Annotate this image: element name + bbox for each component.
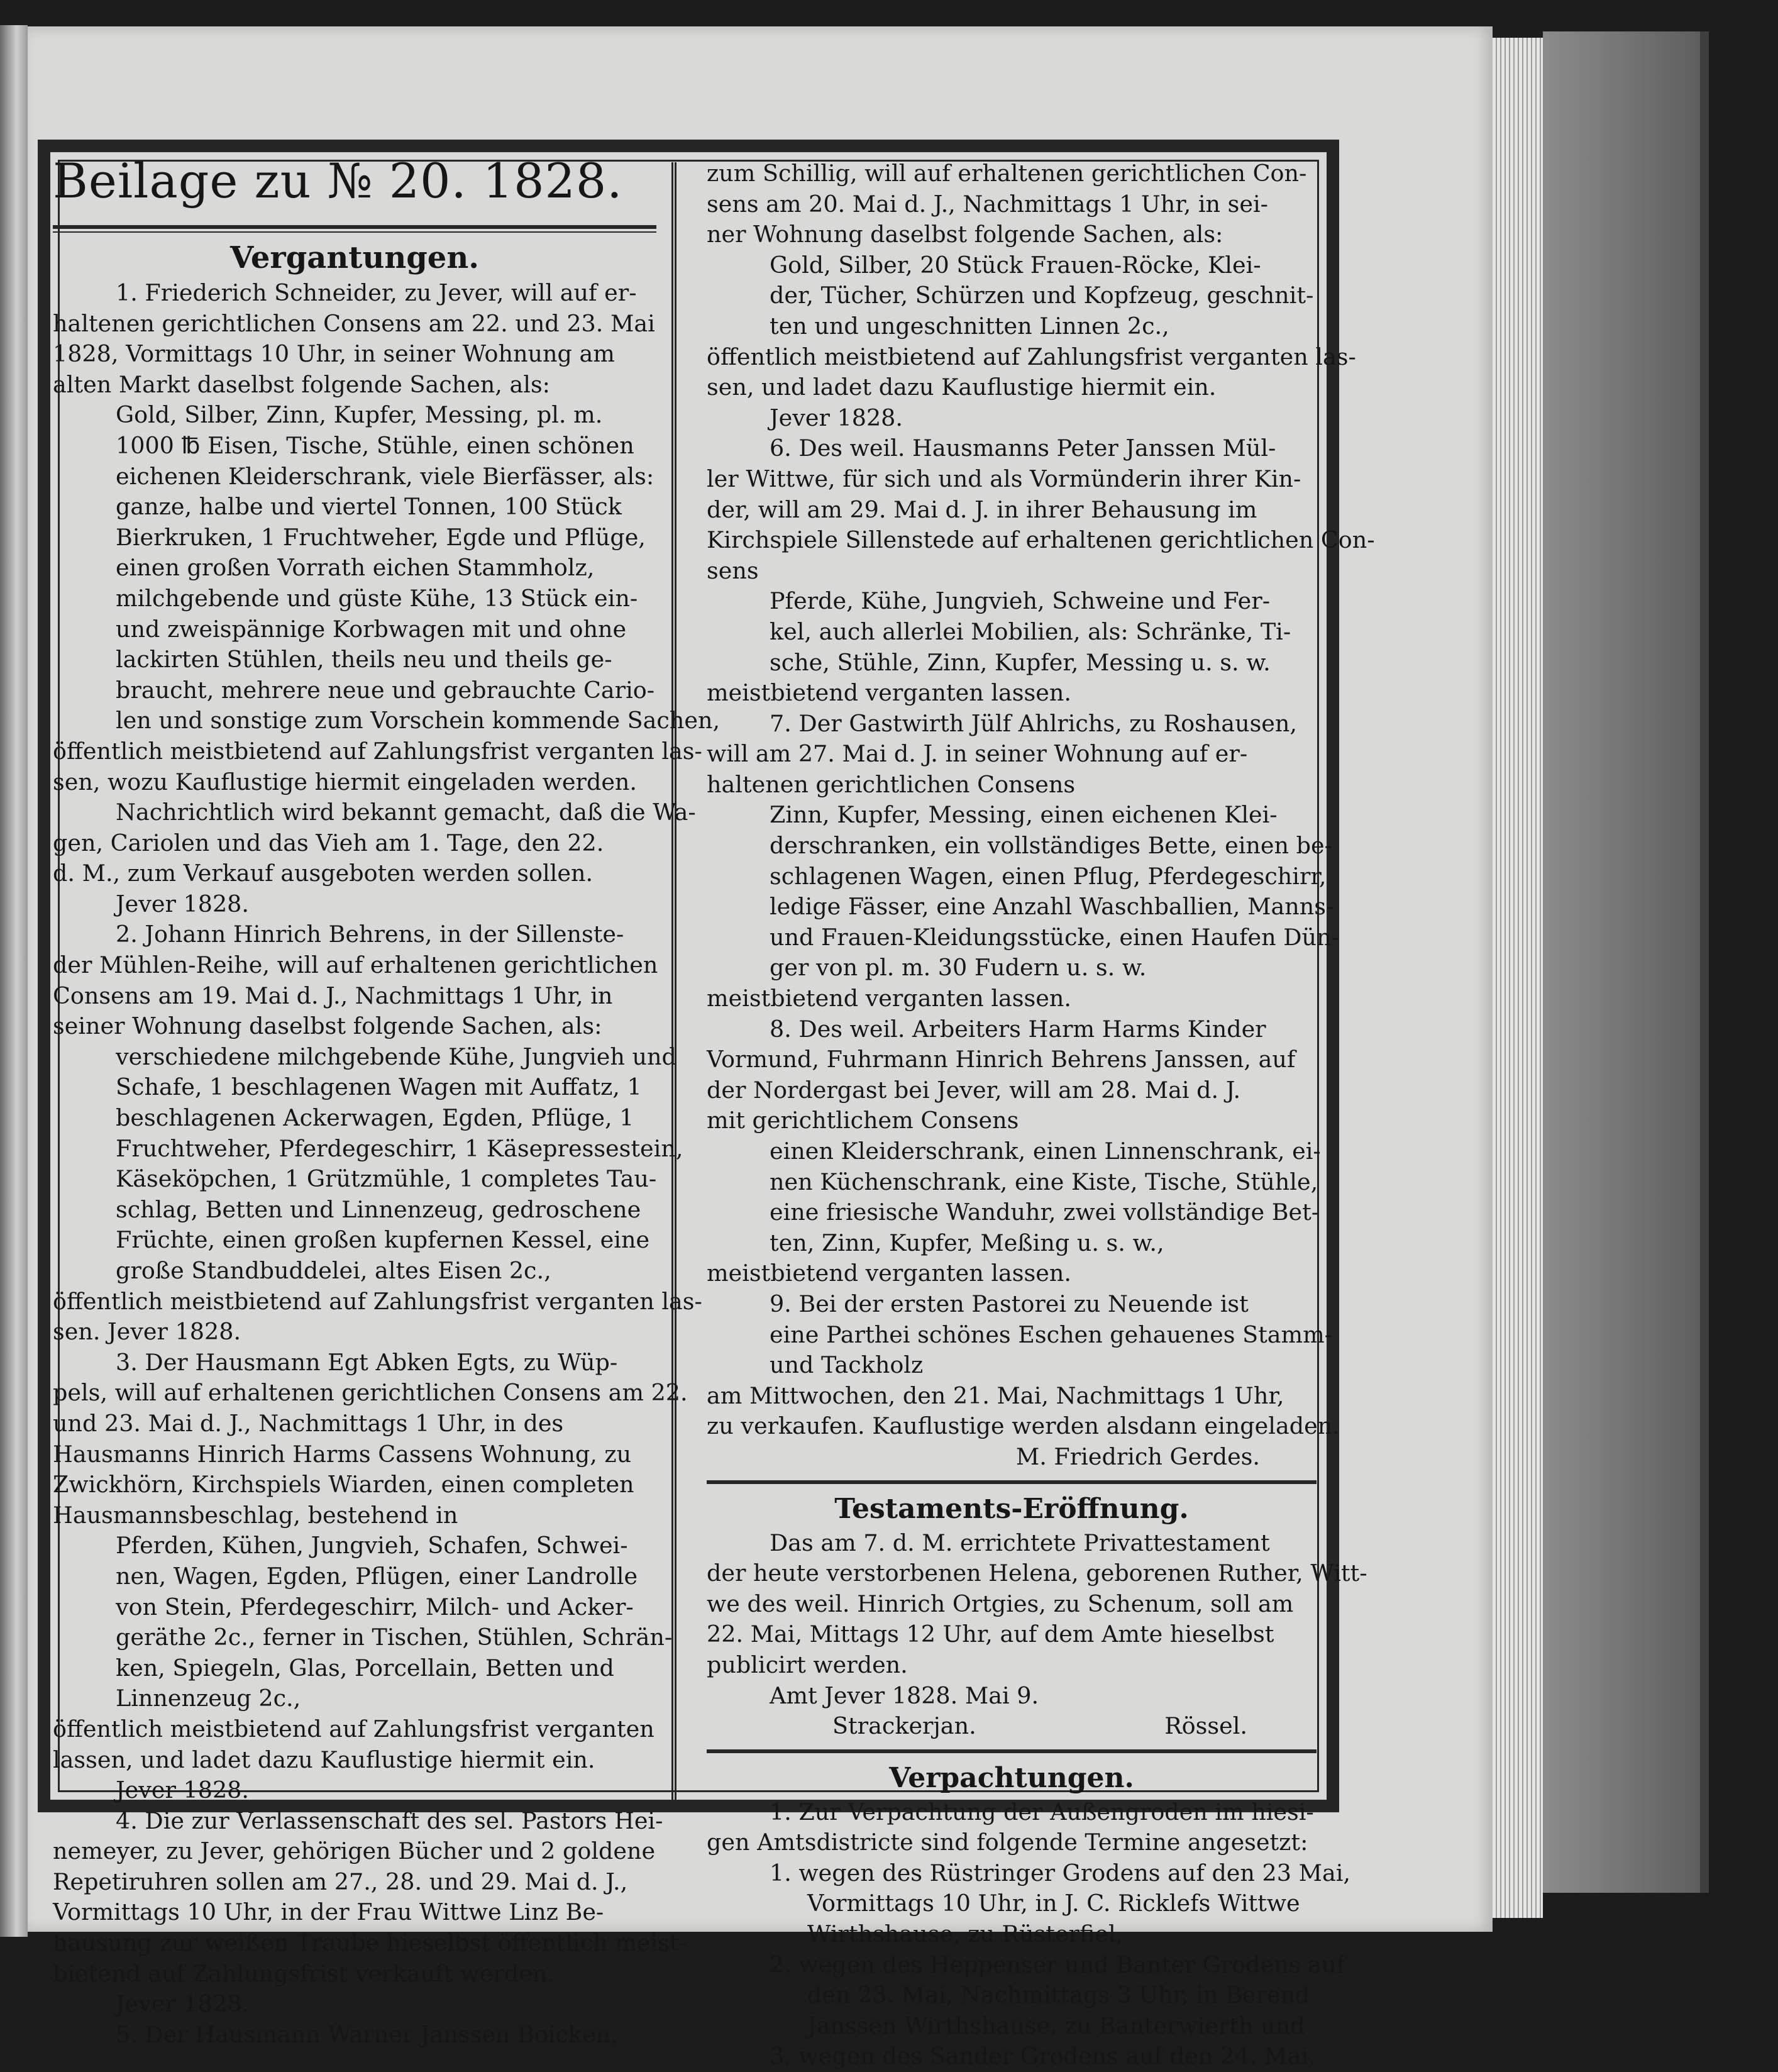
text-line: braucht, mehrere neue und gebrauchte Cario-	[116, 676, 655, 704]
text-line: der heute verstorbenen Helena, geborenen Ruther, Witt-	[707, 1560, 1367, 1587]
section-rule	[707, 1480, 1317, 1484]
text-line: M. Friedrich Gerdes.	[1015, 1443, 1260, 1470]
section-heading-verpachtungen: Verpachtungen.	[889, 1761, 1134, 1794]
text-line: Fruchtweher, Pferdegeschirr, 1 Käsepressestein,	[116, 1134, 683, 1162]
text-line: 3. Der Hausmann Egt Abken Egts, zu Wüp-	[116, 1348, 618, 1376]
section-heading-vergantungen: Vergantungen.	[230, 240, 479, 275]
lease-text	[707, 1797, 1350, 2072]
text-line: lassen, und ladet dazu Kauflustige hiermit ein.	[53, 1746, 595, 1773]
right-column-text-auctions	[707, 158, 1375, 1473]
text-line: Käseköpchen, 1 Grützmühle, 1 completes Tau-	[116, 1165, 657, 1193]
text-line: Janssen Wirthshause, zu Banterwierth und	[807, 2012, 1305, 2039]
text-line: der, Tücher, Schürzen und Kopfzeug, geschnit-	[770, 282, 1314, 309]
text-line: meistbietend verganten lassen.	[707, 1260, 1071, 1287]
signature-roessel: Rössel.	[1164, 1712, 1247, 1740]
text-line: gen, Cariolen und das Vieh am 1. Tage, den 22.	[53, 829, 604, 856]
text-line: nen, Wagen, Egden, Pflügen, einer Landrolle	[116, 1562, 638, 1590]
text-line: Wirthshause, zu Rüsterfiel,	[807, 1920, 1124, 1948]
text-line: meistbietend verganten lassen.	[707, 679, 1071, 707]
text-line: den 23. Mai, Nachmittags 3 Uhr, in Berend	[807, 1981, 1310, 2009]
book-page-edges	[1493, 38, 1543, 1918]
text-line: einen Kleiderschrank, einen Linnenschrank, ei-	[770, 1138, 1321, 1165]
text-line: und Tackholz	[770, 1351, 924, 1379]
text-line: und zweispännige Korbwagen mit und ohne	[116, 615, 627, 643]
text-line: Consens am 19. Mai d. J., Nachmittags 1 Uhr, in	[53, 982, 613, 1009]
text-line: sche, Stühle, Zinn, Kupfer, Messing u. s. w.	[770, 648, 1271, 676]
text-line: ganze, halbe und viertel Tonnen, 100 Stück	[116, 493, 622, 521]
text-line: Früchte, einen großen kupfernen Kessel, eine	[116, 1226, 650, 1254]
text-line: ken, Spiegeln, Glas, Porcellain, Betten und	[116, 1654, 614, 1681]
title-rule	[53, 225, 656, 233]
text-line: 2. Johann Hinrich Behrens, in der Sillenste-	[116, 921, 624, 948]
text-line: schlag, Betten und Linnenzeug, gedroschene	[116, 1195, 641, 1223]
text-line: eine friesische Wanduhr, zwei vollständige Bet-	[770, 1199, 1320, 1226]
text-line: sen, und ladet dazu Kauflustige hiermit ein.	[707, 374, 1217, 401]
text-line: 6. Des weil. Hausmanns Peter Janssen Mül-	[770, 435, 1276, 462]
text-line: len und sonstige zum Vorschein kommende Sachen,	[116, 707, 721, 734]
text-line: publicirt werden.	[707, 1651, 908, 1678]
signature-line	[707, 1711, 1317, 1742]
text-line: nen Küchenschrank, eine Kiste, Tische, Stühle,	[770, 1168, 1318, 1195]
section-heading-testament: Testaments-Eröffnung.	[834, 1492, 1189, 1525]
text-line: 1. wegen des Rüstringer Grodens auf den 23 Mai,	[770, 1859, 1350, 1886]
text-line: der, will am 29. Mai d. J. in ihrer Behausung im	[707, 496, 1257, 523]
text-line: Das am 7. d. M. errichtete Privattestament	[770, 1529, 1270, 1556]
page-title: Beilage zu № 20. 1828.	[53, 153, 623, 209]
text-line: gen Amtsdistricte sind folgende Termine angesetzt:	[707, 1829, 1308, 1856]
adjacent-page-edge	[0, 25, 28, 1937]
text-line: 5. Der Hausmann Warner Janssen Boicken,	[116, 2020, 618, 2048]
text-line: sen, wozu Kauflustige hiermit eingeladen werden.	[53, 768, 638, 795]
text-line: der Mühlen-Reihe, will auf erhaltenen gerichtlichen	[53, 951, 658, 979]
text-line: und Frauen-Kleidungsstücke, einen Haufen Dün-	[770, 923, 1339, 951]
text-line: Jever 1828.	[116, 1990, 249, 2018]
text-line: derschranken, ein vollständiges Bette, einen be-	[770, 832, 1332, 860]
text-line: Bierkruken, 1 Fruchtweher, Egde und Pflüge,	[116, 523, 646, 551]
text-line: öffentlich meistbietend auf Zahlungsfrist verganten las-	[53, 737, 702, 765]
text-line: ger von pl. m. 30 Fudern u. s. w.	[770, 954, 1147, 982]
text-line: Kirchspiele Sillenstede auf erhaltenen gerichtlichen Con-	[707, 526, 1375, 554]
text-line: schlagenen Wagen, einen Pflug, Pferdegeschirr,	[770, 862, 1327, 890]
text-line: Amt Jever 1828. Mai 9.	[770, 1681, 1039, 1709]
text-line: zum Schillig, will auf erhaltenen gerichtlichen Con-	[707, 160, 1307, 187]
text-line: Pferden, Kühen, Jungvieh, Schafen, Schwei-	[116, 1532, 628, 1560]
text-line: haltenen gerichtlichen Consens	[707, 770, 1076, 798]
testament-text	[707, 1528, 1367, 1712]
left-column-text	[53, 278, 721, 2050]
text-line: 1000 ℔ Eisen, Tische, Stühle, einen schönen	[116, 431, 634, 459]
text-line: Zwickhörn, Kirchspiels Wiarden, einen completen	[53, 1471, 634, 1499]
text-line: eine Parthei schönes Eschen gehauenes Stamm-	[770, 1321, 1333, 1348]
text-line: Hausmannsbeschlag, bestehend in	[53, 1501, 458, 1529]
text-line: meistbietend verganten lassen.	[707, 985, 1071, 1012]
text-line: Jever 1828.	[770, 404, 903, 431]
text-line: 1828, Vormittags 10 Uhr, in seiner Wohnung am	[53, 340, 615, 368]
text-line: öffentlich meistbietend auf Zahlungsfrist verganten	[53, 1715, 654, 1742]
text-line: Vormittags 10 Uhr, in J. C. Ricklefs Wittwe	[807, 1890, 1300, 1917]
column-divider	[671, 162, 676, 1803]
left-column	[53, 151, 721, 2050]
text-line: we des weil. Hinrich Ortgies, zu Schenum, soll am	[707, 1590, 1294, 1617]
text-line: lackirten Stühlen, theils neu und theils ge-	[116, 646, 612, 673]
text-line: öffentlich meistbietend auf Zahlungsfrist verganten las-	[53, 1287, 702, 1315]
text-line: nemeyer, zu Jever, gehörigen Bücher und 2 goldene	[53, 1837, 656, 1865]
text-line: sens	[707, 557, 759, 584]
text-line: 2. wegen des Heppenser und Banter Grodens auf	[770, 1951, 1345, 1978]
text-line: d. M., zum Verkauf ausgeboten werden sollen.	[53, 860, 594, 887]
text-line: verschiedene milchgebende Kühe, Jungvieh und	[116, 1043, 676, 1070]
text-line: geräthe 2c., ferner in Tischen, Stühlen, Schrän-	[116, 1624, 673, 1651]
text-line: mit gerichtlichem Consens	[707, 1107, 1019, 1134]
text-line: große Standbuddelei, altes Eisen 2c.,	[116, 1257, 551, 1284]
text-line: einen großen Vorrath eichen Stammholz,	[116, 554, 595, 582]
book-cover	[1543, 31, 1709, 1893]
text-line: Repetiruhren sollen am 27., 28. und 29. Mai d. J.,	[53, 1868, 628, 1895]
text-line: 7. Der Gastwirth Jülf Ahlrichs, zu Roshausen,	[770, 709, 1298, 737]
text-line: beschlagenen Ackerwagen, Egden, Pflüge, 1	[116, 1104, 634, 1132]
text-line: Jever 1828.	[116, 1776, 249, 1804]
text-line: Linnenzeug 2c.,	[116, 1685, 301, 1712]
text-line: 4. Die zur Verlassenschaft des sel. Pastors Hei-	[116, 1807, 663, 1834]
text-line: 9. Bei der ersten Pastorei zu Neuende ist	[770, 1290, 1249, 1317]
text-line: 1. Zur Verpachtung der Außengroden im hiesi-	[770, 1798, 1314, 1825]
text-line: haltenen gerichtlichen Consens am 22. und 23. Mai	[53, 309, 655, 337]
text-line: 8. Des weil. Arbeiters Harm Harms Kinder	[770, 1015, 1266, 1043]
text-line: ner Wohnung daselbst folgende Sachen, als:	[707, 221, 1223, 248]
text-line: Nachrichtlich wird bekannt gemacht, daß die Wa-	[116, 799, 696, 826]
text-line: von Stein, Pferdegeschirr, Milch- und Acker-	[116, 1593, 634, 1620]
text-line: Vormund, Fuhrmann Hinrich Behrens Janssen, auf	[707, 1046, 1296, 1073]
text-line: sens am 20. Mai d. J., Nachmittags 1 Uhr, in sei-	[707, 190, 1268, 218]
text-line: am Mittwochen, den 21. Mai, Nachmittags 1 Uhr,	[707, 1382, 1284, 1409]
text-line: milchgebende und güste Kühe, 13 Stück ein-	[116, 584, 638, 612]
right-column	[707, 158, 1375, 2072]
text-line: hausung zur weißen Traube hieselbst öffentlich meist-	[53, 1929, 687, 1957]
text-line: ten, Zinn, Kupfer, Meßing u. s. w.,	[770, 1229, 1164, 1256]
text-line: Zinn, Kupfer, Messing, einen eichenen Klei-	[770, 801, 1278, 829]
text-line: kel, auch allerlei Mobilien, als: Schränke, Ti-	[770, 618, 1291, 645]
text-line: sen. Jever 1828.	[53, 1318, 241, 1346]
text-line: 1. Friederich Schneider, zu Jever, will auf er-	[116, 279, 637, 306]
text-line: und 23. Mai d. J., Nachmittags 1 Uhr, in des	[53, 1409, 564, 1437]
text-line: der Nordergast bei Jever, will am 28. Mai d. J.	[707, 1076, 1241, 1104]
text-line: Gold, Silber, 20 Stück Frauen-Röcke, Klei-	[770, 251, 1261, 279]
text-line: bietend auf Zahlungsfrist verkauft werden.	[53, 1959, 555, 1987]
text-line: Schafe, 1 beschlagenen Wagen mit Auffatz, 1	[116, 1073, 642, 1101]
text-line: 22. Mai, Mittags 12 Uhr, auf dem Amte hieselbst	[707, 1620, 1274, 1648]
section-rule	[707, 1749, 1317, 1753]
text-line: zu verkaufen. Kauflustige werden alsdann eingeladen.	[707, 1412, 1340, 1440]
text-line: pels, will auf erhaltenen gerichtlichen Consens am 22.	[53, 1379, 688, 1407]
text-line: will am 27. Mai d. J. in seiner Wohnung auf er-	[707, 740, 1248, 768]
text-line: alten Markt daselbst folgende Sachen, als:	[53, 370, 550, 398]
text-line: öffentlich meistbietend auf Zahlungsfrist verganten las-	[707, 343, 1356, 370]
text-line: eichenen Kleiderschrank, viele Bierfässer, als:	[116, 462, 654, 490]
text-line: Hausmanns Hinrich Harms Cassens Wohnung, zu	[53, 1440, 632, 1468]
text-line: Pferde, Kühe, Jungvieh, Schweine und Fer-	[770, 587, 1271, 615]
text-line: ler Wittwe, für sich und als Vormünderin ihrer Kin-	[707, 465, 1301, 492]
signature-strackerjan: Strackerjan.	[832, 1712, 976, 1740]
text-line: ten und ungeschnitten Linnen 2c.,	[770, 312, 1169, 340]
text-line: Vormittags 10 Uhr, in der Frau Wittwe Linz Be-	[53, 1898, 604, 1926]
text-line: seiner Wohnung daselbst folgende Sachen, als:	[53, 1012, 602, 1040]
text-line: Jever 1828.	[116, 890, 249, 917]
text-line: ledige Fässer, eine Anzahl Waschballien, Manns-	[770, 893, 1334, 921]
text-line: 3. wegen des Sander Grodens auf den 24. Mai,	[770, 2042, 1316, 2070]
text-line: Gold, Silber, Zinn, Kupfer, Messing, pl. m.	[116, 401, 603, 429]
